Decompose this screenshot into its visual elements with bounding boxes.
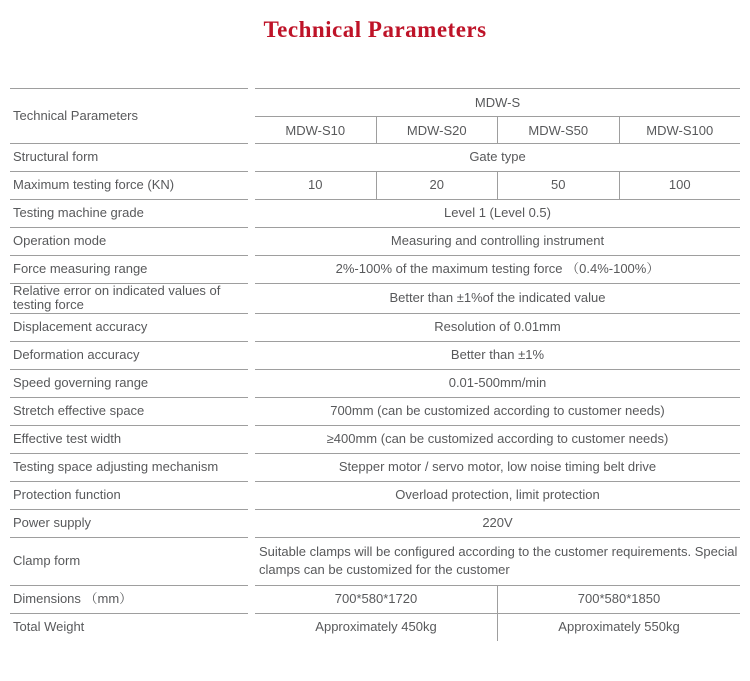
technical-parameters-table bbox=[10, 88, 740, 641]
row-speed-governing-range bbox=[10, 369, 740, 397]
row-displacement-accuracy bbox=[10, 313, 740, 341]
row-value: 700mm (can be customized according to customer needs) bbox=[255, 397, 740, 425]
header-model-group bbox=[255, 88, 740, 143]
row-value: Level 1 (Level 0.5) bbox=[255, 199, 740, 227]
row-label: Testing machine grade bbox=[10, 199, 248, 227]
row-operation-mode bbox=[10, 227, 740, 255]
max-force-s100: 100 bbox=[619, 172, 741, 199]
dimensions-small-models: 700*580*1720 bbox=[334, 590, 418, 606]
row-values bbox=[255, 585, 740, 613]
row-label: Speed governing range bbox=[10, 369, 248, 397]
row-clamp-form bbox=[10, 537, 740, 585]
weight-small-models: Approximately 450kg bbox=[315, 618, 437, 634]
row-value: Better than ±1% bbox=[255, 341, 740, 369]
row-stretch-effective-space bbox=[10, 397, 740, 425]
row-power-supply bbox=[10, 509, 740, 537]
row-label: Effective test width bbox=[10, 425, 248, 453]
row-dimensions bbox=[10, 585, 740, 613]
max-force-s20: 20 bbox=[376, 172, 498, 199]
row-max-testing-force bbox=[10, 171, 740, 199]
row-label: Displacement accuracy bbox=[10, 313, 248, 341]
row-label: Power supply bbox=[10, 509, 248, 537]
row-machine-grade bbox=[10, 199, 740, 227]
row-force-measuring-range bbox=[10, 255, 740, 283]
row-label: Total Weight bbox=[10, 613, 248, 641]
row-label: Stretch effective space bbox=[10, 397, 248, 425]
model-columns bbox=[255, 116, 740, 143]
row-label: Dimensions （mm） bbox=[10, 585, 248, 613]
row-deformation-accuracy bbox=[10, 341, 740, 369]
model-mdw-s100: MDW-S100 bbox=[619, 117, 741, 143]
row-effective-test-width bbox=[10, 425, 740, 453]
row-label: Protection function bbox=[10, 481, 248, 509]
row-label: Relative error on indicated values of testing force bbox=[10, 283, 248, 313]
row-values bbox=[255, 613, 740, 641]
model-mdw-s10: MDW-S10 bbox=[285, 122, 346, 138]
row-label: Maximum testing force (KN) bbox=[10, 171, 248, 199]
row-adjusting-mechanism bbox=[10, 453, 740, 481]
series-label: MDW-S bbox=[255, 88, 740, 116]
row-value: Better than ±1%of the indicated value bbox=[255, 283, 740, 313]
row-value: Suitable clamps will be configured according to the customer requirements. Special clamps can be customized for the customer bbox=[255, 537, 740, 585]
row-protection-function bbox=[10, 481, 740, 509]
dimensions-large-models: 700*580*1850 bbox=[497, 586, 740, 613]
row-label: Operation mode bbox=[10, 227, 248, 255]
row-label: Clamp form bbox=[10, 537, 248, 585]
row-label: Deformation accuracy bbox=[10, 341, 248, 369]
row-value: 220V bbox=[255, 509, 740, 537]
row-label: Force measuring range bbox=[10, 255, 248, 283]
row-relative-error bbox=[10, 283, 740, 313]
row-value: ≥400mm (can be customized according to customer needs) bbox=[255, 425, 740, 453]
row-structural-form bbox=[10, 143, 740, 171]
header-corner-label: Technical Parameters bbox=[10, 88, 248, 143]
page-title: Technical Parameters bbox=[263, 17, 487, 42]
row-total-weight bbox=[10, 613, 740, 641]
model-mdw-s50: MDW-S50 bbox=[497, 117, 619, 143]
row-label: Structural form bbox=[10, 143, 248, 171]
row-value: Measuring and controlling instrument bbox=[255, 227, 740, 255]
row-values bbox=[255, 171, 740, 199]
row-value: 0.01-500mm/min bbox=[255, 369, 740, 397]
row-label: Testing space adjusting mechanism bbox=[10, 453, 248, 481]
row-value: Gate type bbox=[255, 143, 740, 171]
model-mdw-s20: MDW-S20 bbox=[376, 117, 498, 143]
row-value: Resolution of 0.01mm bbox=[255, 313, 740, 341]
row-value: 2%-100% of the maximum testing force （0.4%-100%） bbox=[255, 255, 740, 283]
row-value: Stepper motor / servo motor, low noise timing belt drive bbox=[255, 453, 740, 481]
max-force-s50: 50 bbox=[497, 172, 619, 199]
weight-large-models: Approximately 550kg bbox=[497, 614, 740, 641]
max-force-s10: 10 bbox=[308, 177, 323, 193]
table-header-row bbox=[10, 88, 740, 143]
row-value: Overload protection, limit protection bbox=[255, 481, 740, 509]
